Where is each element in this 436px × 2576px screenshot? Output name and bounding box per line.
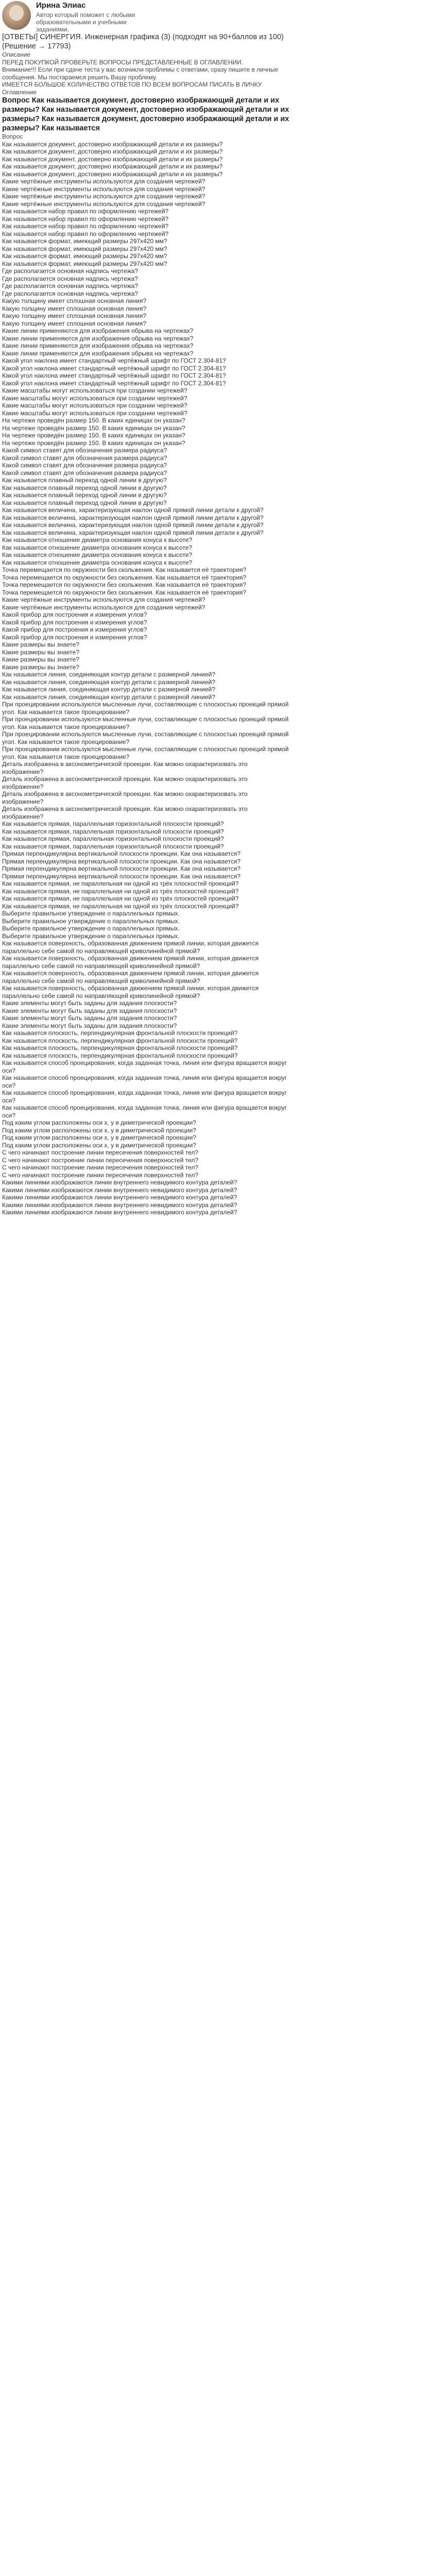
question-item: Какой символ ставят для обозначения размера радиуса? <box>2 454 167 462</box>
author-card <box>2 0 434 33</box>
question-item: При проецировании используются мысленные лучи, составляющие с плоскостью проекций прямой угол. Как называется такое проецирование? <box>2 731 289 745</box>
question-item: Как называется плоскость, перпендикулярная фронтальной плоскости проекций? <box>2 1037 238 1044</box>
question-item: Как называется прямая, параллельная горизонтальной плоскости проекций? <box>2 827 224 835</box>
question-item: Как называется способ проецирования, когда заданная точка, линия или фигура вращается вокруг оси? <box>2 1059 287 1074</box>
question-item: Точка перемещается по окружности без скольжения. Как называется её траектория? <box>2 566 247 573</box>
question-item: Как называется набор правил по оформлению чертежей? <box>2 208 169 215</box>
question-item: Какие чертёжные инструменты используются для создания чертежей? <box>2 603 205 611</box>
question-item: Какие размеры вы знаете? <box>2 663 80 671</box>
question-item: Прямая перпендикулярна вертикальной плоскости проекции. Как она называется? <box>2 872 241 880</box>
question-item: Как называется поверхность, образованная движением прямой линии, которая движется параллельно себе самой по направляющей криволинейной прямой? <box>2 940 259 955</box>
question-item: Какую толщину имеет сплошная основная линия? <box>2 312 147 319</box>
question-item: Как называется способ проецирования, когда заданная точка, линия или фигура вращается вокруг оси? <box>2 1074 287 1089</box>
toc-label: Оглавление <box>2 88 37 96</box>
question-item: Какими линиями изображаются линии внутреннего невидимого контура деталей? <box>2 1179 237 1186</box>
question-item: Как называется документ, достоверно изображающий детали и их размеры? <box>2 163 223 170</box>
question-item: Где располагается основная надпись чертежа? <box>2 275 138 282</box>
question-item: Как называется прямая, не параллельная ни одной из трёх плоскостей проекций? <box>2 902 239 910</box>
question-item: Как называется документ, достоверно изображающий детали и их размеры? <box>2 140 223 148</box>
question-item: Прямая перпендикулярна вертикальной плоскости проекции. Как она называется? <box>2 865 241 872</box>
question-item: Деталь изображена в аксонометрической проекции. Как можно охарактеризовать это изображение? <box>2 790 248 805</box>
question-item: Точка перемещается по окружности без скольжения. Как называется её траектория? <box>2 581 247 588</box>
question-item: Как называется документ, достоверно изображающий детали и их размеры? <box>2 170 223 178</box>
question-item: Как называется документ, достоверно изображающий детали и их размеры? <box>2 155 223 163</box>
question-item: Как называется отношение диаметра основания конуса к высоте? <box>2 551 193 558</box>
question-item: С чего начинают построение линии пересечения поверхностей тел? <box>2 1156 199 1164</box>
question-item: Выберите правильное утверждение о параллельных прямых. <box>2 925 180 932</box>
question-item: Под каким углом расположены оси x, y в диметрической проекции? <box>2 1141 197 1149</box>
question-item: Какой прибор для построения и измерения углов? <box>2 633 147 641</box>
question-item: Какие масштабы могут использоваться при создании чертежей? <box>2 409 187 417</box>
question-item: Деталь изображена в аксонометрической проекции. Как можно охарактеризовать это изображение? <box>2 805 248 820</box>
question-item: Какой угол наклона имеет стандартный чертёжный шрифт по ГОСТ 2.304-81? <box>2 357 226 364</box>
question-item: Какой угол наклона имеет стандартный чертёжный шрифт по ГОСТ 2.304-81? <box>2 372 226 379</box>
question-item: Выберите правильное утверждение о параллельных прямых. <box>2 932 180 940</box>
question-item: При проецировании используются мысленные лучи, составляющие с плоскостью проекций прямой угол. Как называется такое проецирование? <box>2 745 289 760</box>
question-item: Как называется величина, характеризующая наклон одной прямой линии детали к другой? <box>2 514 264 521</box>
question-item: Какие элементы могут быть заданы для задания плоскости? <box>2 999 177 1007</box>
question-item: Как называется поверхность, образованная движением прямой линии, которая движется параллельно себе самой по направляющей криволинейной прямой? <box>2 970 259 985</box>
question-item: Какой символ ставят для обозначения размера радиуса? <box>2 447 167 454</box>
question-item: Какие линии применяются для изображения обрыва на чертежах? <box>2 327 194 334</box>
question-item: Как называется способ проецирования, когда заданная точка, линия или фигура вращается вокруг оси? <box>2 1104 287 1119</box>
question-item: Какие масштабы могут использоваться при создании чертежей? <box>2 394 187 402</box>
question-item: Какие линии применяются для изображения обрыва на чертежах? <box>2 349 194 357</box>
question-item: Как называется формат, имеющий размеры 297х420 мм? <box>2 245 167 252</box>
question-item: Какой прибор для построения и измерения углов? <box>2 611 147 618</box>
question-item: Как называется способ проецирования, когда заданная точка, линия или фигура вращается вокруг оси? <box>2 1089 287 1104</box>
question-item: Выберите правильное утверждение о параллельных прямых. <box>2 910 180 917</box>
question-item: Как называется набор правил по оформлению чертежей? <box>2 230 169 238</box>
author-description: Автор который поможет с любыми образовательными и учебными заданиями. <box>36 11 135 33</box>
avatar[interactable] <box>2 1 31 30</box>
question-item: Какой угол наклона имеет стандартный чертёжный шрифт по ГОСТ 2.304-81? <box>2 379 226 387</box>
author-name[interactable]: Ирина Элиас <box>36 1 86 10</box>
question-item: Какие масштабы могут использоваться при создании чертежей? <box>2 402 187 409</box>
question-item: Какие размеры вы знаете? <box>2 641 80 648</box>
question-item: Какие чертёжные инструменты используются для создания чертежей? <box>2 185 205 193</box>
question-item: Как называется поверхность, образованная движением прямой линии, которая движется параллельно себе самой по направляющей криволинейной прямой? <box>2 955 259 970</box>
question-item: Где располагается основная надпись чертежа? <box>2 282 138 290</box>
question-item: Как называется величина, характеризующая наклон одной прямой линии детали к другой? <box>2 506 264 514</box>
question-item: Какой символ ставят для обозначения размера радиуса? <box>2 469 167 477</box>
question-item: Точка перемещается по окружности без скольжения. Как называется её траектория? <box>2 573 247 581</box>
question-item: С чего начинают построение линии пересечения поверхностей тел? <box>2 1164 199 1171</box>
question-item: Какую толщину имеет сплошная основная линия? <box>2 319 147 327</box>
question-item: На чертеже проведён размер 150. В каких единицах он указан? <box>2 432 185 439</box>
question-item: При проецировании используются мысленные лучи, составляющие с плоскостью проекций прямой угол. Как называется такое проецирование? <box>2 716 289 731</box>
question-item: Как называется плавный переход одной линии в другую? <box>2 492 167 499</box>
question-item: Какие чертёжные инструменты используются для создания чертежей? <box>2 178 205 185</box>
question-item: Как называется отношение диаметра основания конуса к высоте? <box>2 544 193 551</box>
question-item: Как называется линия, соединяющая контур детали с размерной линией? <box>2 671 216 678</box>
question-item: Какие размеры вы знаете? <box>2 656 80 663</box>
question-item: Под каким углом расположены оси x, y в диметрической проекции? <box>2 1134 197 1141</box>
question-item: Как называется прямая, не параллельная ни одной из трёх плоскостей проекций? <box>2 887 239 895</box>
question-item: Какой угол наклона имеет стандартный чертёжный шрифт по ГОСТ 2.304-81? <box>2 364 226 372</box>
warning-text: Внимание!!! Если при сдаче теста у вас возникли проблемы с ответами, сразу пишите в личные сообщения. Мы постараемся решить Вашу проблему. <box>2 66 278 81</box>
question-item: Как называется прямая, параллельная горизонтальной плоскости проекций? <box>2 842 224 850</box>
question-item: На чертеже проведён размер 150. В каких единицах он указан? <box>2 439 185 447</box>
question-item: На чертеже проведён размер 150. В каких единицах он указан? <box>2 424 185 432</box>
question-item: Как называется линия, соединяющая контур детали с размерной линией? <box>2 693 216 701</box>
question-item: Где располагается основная надпись чертежа? <box>2 290 138 297</box>
question-item: Какую толщину имеет сплошная основная линия? <box>2 297 147 304</box>
question-item: Как называется прямая, параллельная горизонтальной плоскости проекций? <box>2 835 224 842</box>
page <box>0 0 436 1216</box>
question-item: Как называется прямая, не параллельная ни одной из трёх плоскостей проекций? <box>2 895 239 902</box>
section-label: Вопрос <box>2 133 23 140</box>
question-item: Какие линии применяются для изображения обрыва на чертежах? <box>2 342 194 349</box>
question-item: Какие элементы могут быть заданы для задания плоскости? <box>2 1022 177 1029</box>
question-item: Выберите правильное утверждение о параллельных прямых. <box>2 917 180 925</box>
question-item: Как называется формат, имеющий размеры 297х420 мм? <box>2 252 167 260</box>
question-item: Как называется набор правил по оформлению чертежей? <box>2 223 169 230</box>
question-item: Какими линиями изображаются линии внутреннего невидимого контура деталей? <box>2 1194 237 1201</box>
question-item: Как называется плавный переход одной линии в другую? <box>2 477 167 484</box>
question-item: Как называется прямая, параллельная горизонтальной плоскости проекций? <box>2 820 224 827</box>
notice-line: ПЕРЕД ПОКУПКОЙ ПРОВЕРЬТЕ ВОПРОСЫ ПРЕДСТАВЛЕННЫЕ В ОГЛАВЛЕНИИ. <box>2 58 243 66</box>
question-item: Как называется набор правил по оформлению чертежей? <box>2 215 169 223</box>
question-item: Точка перемещается по окружности без скольжения. Как называется её траектория? <box>2 588 247 596</box>
question-item: Какую толщину имеет сплошная основная линия? <box>2 304 147 312</box>
contact-note: ИМЕЕТСЯ БОЛЬШОЕ КОЛИЧЕСТВО ОТВЕТОВ ПО ВСЕМ ВОПРОСАМ ПИСАТЬ В ЛИЧКУ <box>2 81 262 88</box>
question-item: Какими линиями изображаются линии внутреннего невидимого контура деталей? <box>2 1186 237 1194</box>
question-item: Как называется линия, соединяющая контур детали с размерной линией? <box>2 678 216 686</box>
question-item: Как называется плавный переход одной линии в другую? <box>2 499 167 506</box>
question-item: Какой прибор для построения и измерения углов? <box>2 618 147 626</box>
question-item: Какие чертёжные инструменты используются для создания чертежей? <box>2 596 205 603</box>
question-item: Какие размеры вы знаете? <box>2 648 80 656</box>
question-item: Какие линии применяются для изображения обрыва на чертежах? <box>2 334 194 342</box>
question-item: Деталь изображена в аксонометрической проекции. Как можно охарактеризовать это изображение? <box>2 775 248 790</box>
question-item: Какие масштабы могут использоваться при создании чертежей? <box>2 387 187 394</box>
question-item: Как называется плоскость, перпендикулярная фронтальной плоскости проекций? <box>2 1044 238 1052</box>
question-item: С чего начинают построение линии пересечения поверхностей тел? <box>2 1171 199 1179</box>
author-info <box>36 0 154 33</box>
question-item: Какими линиями изображаются линии внутреннего невидимого контура деталей? <box>2 1201 237 1209</box>
question-item: С чего начинают построение линии пересечения поверхностей тел? <box>2 1149 199 1156</box>
question-item: Как называется прямая, не параллельная ни одной из трёх плоскостей проекций? <box>2 880 239 887</box>
question-item: На чертеже проведён размер 150. В каких единицах он указан? <box>2 417 185 424</box>
bold-question: Вопрос Как называется документ, достоверно изображающий детали и их размеры? Как называется документ, достоверно изображающий детали и их размеры? Как называется документ, достоверно изображающий детали и их размеры? Как называется <box>2 96 289 132</box>
question-item: Как называется документ, достоверно изображающий детали и их размеры? <box>2 148 223 155</box>
question-item: Какие чертёжные инструменты используются для создания чертежей? <box>2 193 205 200</box>
question-item: Какие элементы могут быть заданы для задания плоскости? <box>2 1007 177 1014</box>
question-item: Какой прибор для построения и измерения углов? <box>2 626 147 633</box>
question-item: Как называется плоскость, перпендикулярная фронтальной плоскости проекций? <box>2 1029 238 1037</box>
question-item: Как называется формат, имеющий размеры 297х420 мм? <box>2 260 167 267</box>
question-item: Прямая перпендикулярна вертикальной плоскости проекции. Как она называется? <box>2 850 241 857</box>
question-item: Как называется линия, соединяющая контур детали с размерной линией? <box>2 686 216 693</box>
question-item: Какой символ ставят для обозначения размера радиуса? <box>2 462 167 469</box>
question-item: Как называется поверхность, образованная движением прямой линии, которая движется параллельно себе самой по направляющей криволинейной прямой? <box>2 985 259 999</box>
question-item: При проецировании используются мысленные лучи, составляющие с плоскостью проекций прямой угол. Как называется такое проецирование? <box>2 701 289 716</box>
question-item: Где располагается основная надпись чертежа? <box>2 267 138 275</box>
question-item: Как называется отношение диаметра основания конуса к высоте? <box>2 558 193 566</box>
question-item: Какими линиями изображаются линии внутреннего невидимого контура деталей? <box>2 1209 237 1216</box>
question-item: Как называется плоскость, перпендикулярная фронтальной плоскости проекций? <box>2 1052 238 1059</box>
question-list <box>2 141 434 1216</box>
description-label: Описание <box>2 51 31 58</box>
question-item: Как называется отношение диаметра основания конуса к высоте? <box>2 536 193 544</box>
question-item: Какие чертёжные инструменты используются для создания чертежей? <box>2 200 205 208</box>
question-item: Как называется плавный переход одной линии в другую? <box>2 484 167 492</box>
page-title: [ОТВЕТЫ] СИНЕРГИЯ. Инженерная графика (3) (подходят на 90+баллов из 100) (Решение → 17793) <box>2 33 284 50</box>
question-item: Как называется формат, имеющий размеры 297х420 мм? <box>2 238 167 245</box>
question-item: Какие элементы могут быть заданы для задания плоскости? <box>2 1014 177 1022</box>
question-item: Под каким углом расположены оси x, y в диметрической проекции? <box>2 1126 197 1134</box>
question-item: Прямая перпендикулярна вертикальной плоскости проекции. Как она называется? <box>2 857 241 865</box>
question-item: Под каким углом расположены оси x, y в диметрической проекции? <box>2 1119 197 1126</box>
question-item: Как называется величина, характеризующая наклон одной прямой линии детали к другой? <box>2 521 264 529</box>
question-item: Деталь изображена в аксонометрической проекции. Как можно охарактеризовать это изображение? <box>2 760 248 775</box>
question-item: Как называется величина, характеризующая наклон одной прямой линии детали к другой? <box>2 529 264 536</box>
